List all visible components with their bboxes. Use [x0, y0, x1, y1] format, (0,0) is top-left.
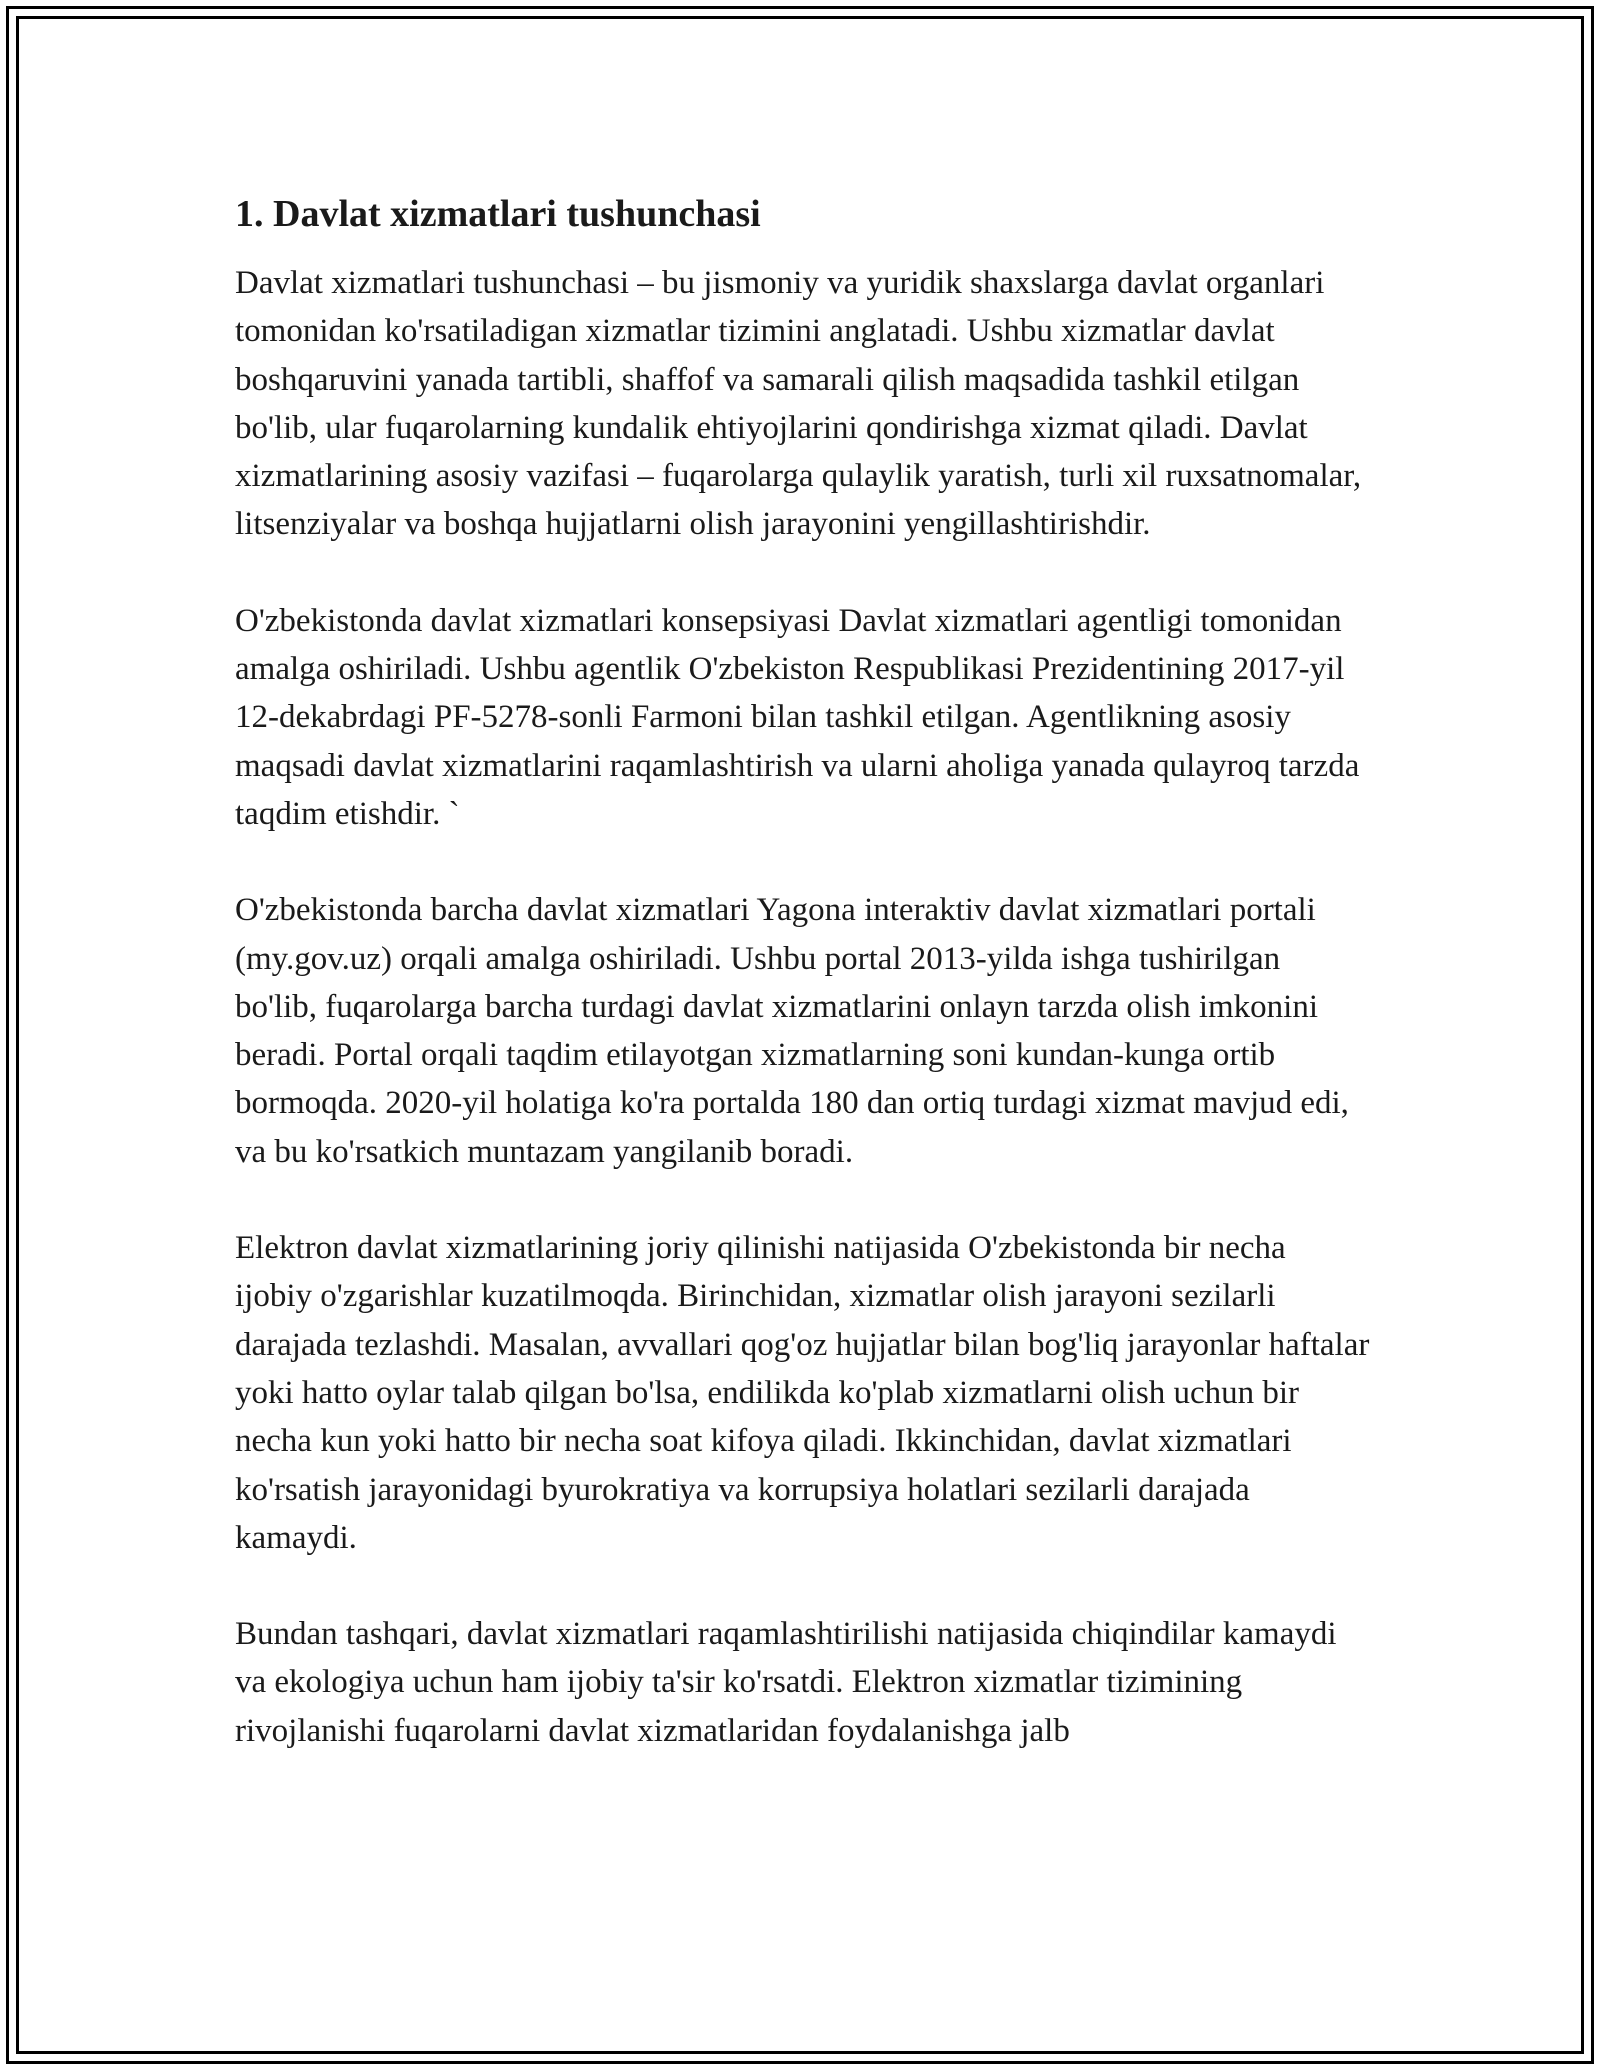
paragraph-1: Davlat xizmatlari tushunchasi – bu jismoniy va yuridik shaxslarga davlat organlari tomonidan ko'rsatiladigan xizmatlar tizimini anglatadi. Ushbu xizmatlar davlat boshqaruvini yanada tartibli, shaffof va samarali qilish maqsadida tashkil etilgan bo'lib, ular fuqarolarning kundalik ehtiyojlarini qondirishga xizmat qiladi. Davlat xizmatlarining asosiy vazifasi – fuqarolarga qulaylik yaratish, turli xil ruxsatnomalar, litsenziyalar va boshqa hujjatlarni olish jarayonini yengillashtirishdir.: [235, 265, 1362, 543]
paragraph-4: Elektron davlat xizmatlarining joriy qilinishi natijasida O'zbekistonda bir necha ijobiy o'zgarishlar kuzatilmoqda. Birinchidan, xizmatlar olish jarayoni sezilarli darajada tezlashdi. Masalan, avvallari qog'oz hujjatlar bilan bog'liq jarayonlar haftalar yoki hatto oylar talab qilgan bo'lsa, endilikda ko'plab xizmatlarni olish uchun bir necha kun yoki hatto bir necha soat kifoya qiladi. Ikkinchidan, davlat xizmatlari ko'rsatish jarayonidagi byurokratiya va korrupsiya holatlari sezilarli darajada kamaydi.: [235, 1230, 1370, 1556]
paragraph-2: O'zbekistonda davlat xizmatlari konsepsiyasi Davlat xizmatlari agentligi tomonidan amalga oshiriladi. Ushbu agentlik O'zbekiston Respublikasi Prezidentining 2017-yil 12-dekabrdagi PF-5278-sonli Farmoni bilan tashkil etilgan. Agentlikning asosiy maqsadi davlat xizmatlarini raqamlashtirish va ularni aholiga yanada qulayroq tarzda taqdim etishdir. `: [235, 602, 1360, 832]
document-body: [235, 183, 1370, 1803]
section-heading: 1. Davlat xizmatlari tushunchasi: [235, 193, 761, 235]
paragraph-3: O'zbekistonda barcha davlat xizmatlari Yagona interaktiv davlat xizmatlari portali (my.gov.uz) orqali amalga oshiriladi. Ushbu portal 2013-yilda ishga tushirilgan bo'lib, fuqarolarga barcha turdagi davlat xizmatlarini onlayn tarzda olish imkonini beradi. Portal orqali taqdim etilayotgan xizmatlarning soni kundan-kunga ortib bormoqda. 2020-yil holatiga ko'ra portalda 180 dan ortiq turdagi xizmat mavjud edi, va bu ko'rsatkich muntazam yangilanib boradi.: [235, 892, 1349, 1170]
paragraph-5: Bundan tashqari, davlat xizmatlari raqamlashtirilishi natijasida chiqindilar kamaydi va ekologiya uchun ham ijobiy ta'sir ko'rsatdi. Elektron xizmatlar tizimining rivojlanishi fuqarolarni davlat xizmatlaridan foydalanishga jalb: [235, 1616, 1337, 1749]
